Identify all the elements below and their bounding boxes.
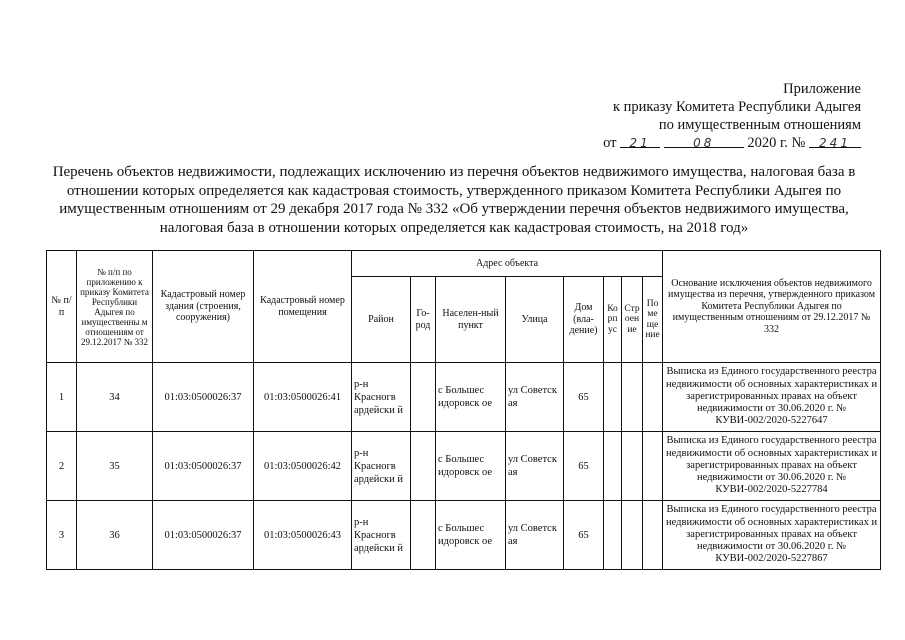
cell-district: р-н Красногв ардейски й bbox=[352, 501, 411, 570]
header-street: Улица bbox=[506, 277, 564, 363]
cell-korpus bbox=[604, 501, 622, 570]
cell-settlement: с Большес идоровск ое bbox=[436, 363, 506, 432]
cell-building-cadastral: 01:03:0500026:37 bbox=[153, 501, 254, 570]
cell-building bbox=[622, 432, 643, 501]
cell-room-cadastral: 01:03:0500026:43 bbox=[254, 501, 352, 570]
year-label: 2020 г. № bbox=[747, 135, 806, 151]
header-address: Адрес объекта bbox=[352, 251, 663, 277]
cell-order-num: 34 bbox=[77, 363, 153, 432]
header-city: Го-род bbox=[411, 277, 436, 363]
cell-city bbox=[411, 432, 436, 501]
header-korpus: Корпус bbox=[604, 277, 622, 363]
cell-building bbox=[622, 363, 643, 432]
header-room: Помещение bbox=[643, 277, 663, 363]
cell-room bbox=[643, 363, 663, 432]
cell-room-cadastral: 01:03:0500026:41 bbox=[254, 363, 352, 432]
appendix-committee-line: по имущественным отношениям bbox=[658, 117, 861, 133]
cell-settlement: с Большес идоровск ое bbox=[436, 432, 506, 501]
cell-city bbox=[411, 501, 436, 570]
cell-room bbox=[643, 432, 663, 501]
cell-building-cadastral: 01:03:0500026:37 bbox=[153, 363, 254, 432]
from-label: от bbox=[603, 135, 617, 151]
appendix-header bbox=[603, 80, 861, 152]
cell-district: р-н Красногв ардейски й bbox=[352, 432, 411, 501]
cell-basis: Выписка из Единого государственного реестра недвижимости об основных характеристиках и зарегистрированных правах на объект недвижимости от 30.06.2020 г. № КУВИ-002/2020-5227647 bbox=[663, 363, 881, 432]
cell-room bbox=[643, 501, 663, 570]
appendix-date-line bbox=[603, 134, 861, 152]
cell-house: 65 bbox=[564, 363, 604, 432]
header-building: Строение bbox=[622, 277, 643, 363]
cell-street: ул Советск ая bbox=[506, 501, 564, 570]
cell-street: ул Советск ая bbox=[506, 363, 564, 432]
header-order-num: № п/п по приложению к приказу Комитета Республики Адыгея по имущественны м отношениям от 29.12.2017 № 332 bbox=[77, 251, 153, 363]
cell-num: 3 bbox=[47, 501, 77, 570]
table-row bbox=[47, 363, 881, 432]
header-room-cadastral: Кадастровый номер помещения bbox=[254, 251, 352, 363]
header-building-cadastral: Кадастровый номер здания (строения, сооружения) bbox=[153, 251, 254, 363]
cell-room-cadastral: 01:03:0500026:42 bbox=[254, 432, 352, 501]
cell-num: 1 bbox=[47, 363, 77, 432]
appendix-order-line: к приказу Комитета Республики Адыгея bbox=[612, 99, 861, 115]
header-house: Дом (вла-дение) bbox=[564, 277, 604, 363]
cell-street: ул Советск ая bbox=[506, 432, 564, 501]
cell-house: 65 bbox=[564, 432, 604, 501]
cell-order-num: 35 bbox=[77, 432, 153, 501]
cell-district: р-н Красногв ардейски й bbox=[352, 363, 411, 432]
cell-order-num: 36 bbox=[77, 501, 153, 570]
cell-house: 65 bbox=[564, 501, 604, 570]
handwritten-number: 241 bbox=[819, 136, 851, 150]
appendix-title: Приложение bbox=[783, 81, 861, 97]
header-basis: Основание исключения объектов недвижимого имущества из перечня, утвержденного приказом Комитета Республики Адыгея по имущественным отношениям от 29.12.2017 № 332 bbox=[663, 251, 881, 363]
cell-building bbox=[622, 501, 643, 570]
document-title: Перечень объектов недвижимости, подлежащих исключению из перечня объектов недвижимого имущества, налоговая база в отношении которых определяется как кадастровая стоимость, утвержденного приказом Комитета Республики Адыгея по имущественным отношениям от 29 декабря 2017 года № 332 «Об утверждении перечня объектов недвижимого имущества, налоговая база в отношении которых определяется как кадастровая стоимость, на 2018 год» bbox=[52, 164, 856, 236]
handwritten-day: 21 bbox=[629, 136, 651, 150]
cell-korpus bbox=[604, 432, 622, 501]
table-row bbox=[47, 432, 881, 501]
header-settlement: Населен-ный пункт bbox=[436, 277, 506, 363]
header-num: № п/п bbox=[47, 251, 77, 363]
handwritten-month: 08 bbox=[693, 136, 715, 150]
cell-basis: Выписка из Единого государственного реестра недвижимости об основных характеристиках и зарегистрированных правах на объект недвижимости от 30.06.2020 г. № КУВИ-002/2020-5227784 bbox=[663, 432, 881, 501]
cell-basis: Выписка из Единого государственного реестра недвижимости об основных характеристиках и зарегистрированных правах на объект недвижимости от 30.06.2020 г. № КУВИ-002/2020-5227867 bbox=[663, 501, 881, 570]
cell-korpus bbox=[604, 363, 622, 432]
cell-num: 2 bbox=[47, 432, 77, 501]
cell-settlement: с Большес идоровск ое bbox=[436, 501, 506, 570]
objects-table bbox=[46, 250, 881, 570]
header-district: Район bbox=[352, 277, 411, 363]
table-row bbox=[47, 501, 881, 570]
cell-building-cadastral: 01:03:0500026:37 bbox=[153, 432, 254, 501]
cell-city bbox=[411, 363, 436, 432]
